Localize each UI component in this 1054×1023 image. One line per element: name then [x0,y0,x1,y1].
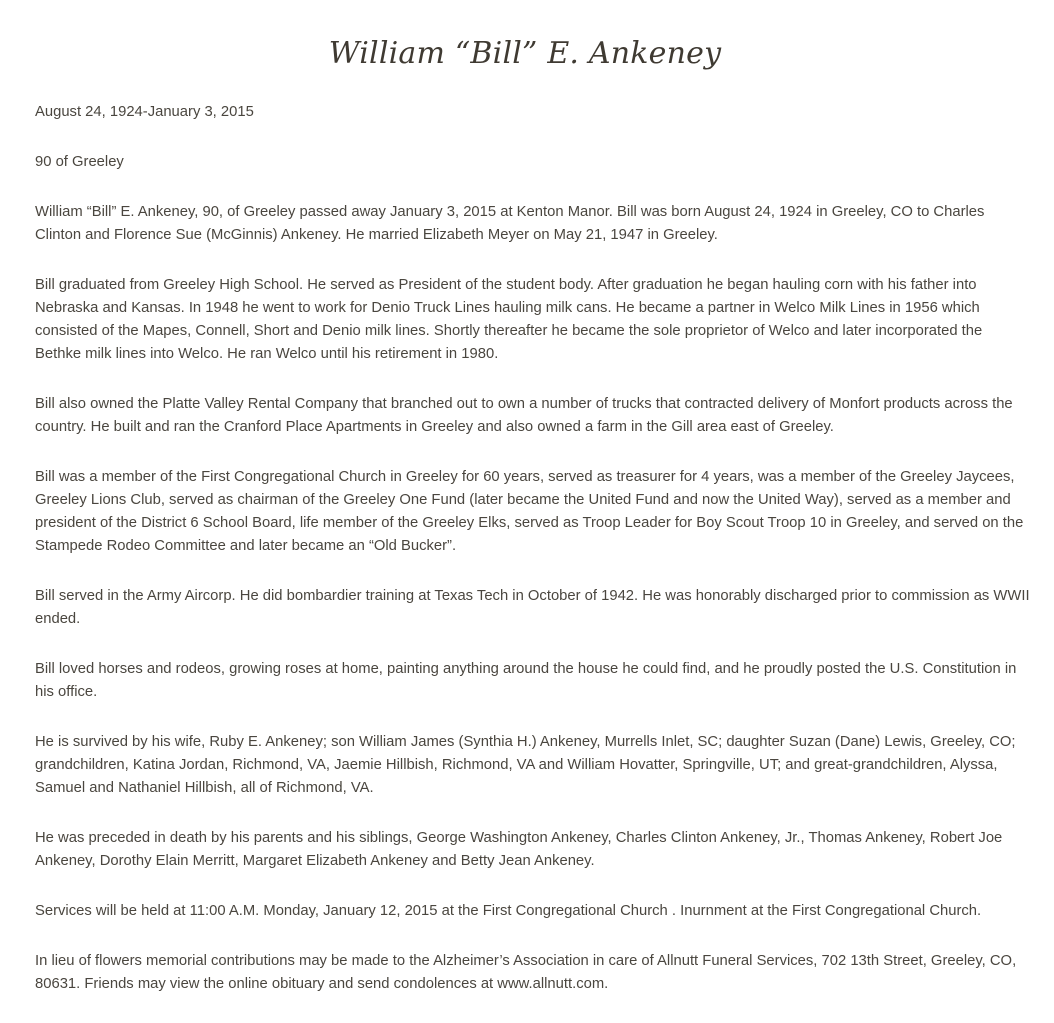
paragraph-memorials: In lieu of flowers memorial contributions may be made to the Alzheimer’s Association in care of Allnutt Funeral Services, 702 13th Street, Greeley, CO, 80631. Friends may view the online obituary and send condolences at www.allnutt.com. [35,953,1017,992]
paragraph-services: Services will be held at 11:00 A.M. Monday, January 12, 2015 at the First Congregational Church . Inurnment at the First Congregational Church. [35,903,982,919]
paragraph-intro: William “Bill” E. Ankeney, 90, of Greeley passed away January 3, 2015 at Kenton Manor. Bill was born August 24, 1924 in Greeley, CO to Charles Clinton and Florence Sue (McGinnis) Ankeney. He married Elizabeth Meyer on May 21, 1947 in Greeley. [35,204,985,243]
paragraph-survivors: He is survived by his wife, Ruby E. Ankeney; son William James (Synthia H.) Ankeney, Murrells Inlet, SC; daughter Suzan (Dane) Lewis, Greeley, CO; grandchildren, Katina Jordan, Richmond, VA, Jaemie Hillbish, Richmond, VA and William Hovatter, Springville, UT; and great-grandchildren, Alyssa, Samuel and Nathaniel Hillbish, all of Richmond, VA. [35,734,1016,796]
paragraph-business: Bill also owned the Platte Valley Rental Company that branched out to own a number of trucks that contracted delivery of Monfort products across the country. He built and ran the Cranford Place Apartments in Greeley and also owned a farm in the Gill area east of Greeley. [35,396,1013,435]
paragraph-hobbies: Bill loved horses and rodeos, growing roses at home, painting anything around the house he could find, and he proudly posted the U.S. Constitution in his office. [35,661,1017,700]
paragraph-career: Bill graduated from Greeley High School. He served as President of the student body. After graduation he began hauling corn with his father into Nebraska and Kansas. In 1948 he went to work for Denio Truck Lines hauling milk cans. He became a partner in Welco Milk Lines in 1956 which consisted of the Mapes, Connell, Short and Denio milk lines. Shortly thereafter he became the sole proprietor of Welco and later incorporated the Bethke milk lines into Welco. He ran Welco until his retirement in 1980. [35,277,983,362]
age-location: 90 of Greeley [35,154,124,170]
life-dates: August 24, 1924-January 3, 2015 [35,104,254,120]
obituary-body [35,101,1030,1023]
paragraph-community: Bill was a member of the First Congregational Church in Greeley for 60 years, served as treasurer for 4 years, was a member of the Greeley Jaycees, Greeley Lions Club, served as chairman of the Greeley One Fund (later became the United Fund and now the United Way), served as a member and president of the District 6 School Board, life member of the Greeley Elks, served as Troop Leader for Boy Scout Troop 10 in Greeley, and served on the Stampede Rodeo Committee and later became an “Old Bucker”. [35,469,1024,554]
page-title: William “Bill” E. Ankeney [328,36,722,71]
paragraph-preceded: He was preceded in death by his parents and his siblings, George Washington Ankeney, Charles Clinton Ankeney, Jr., Thomas Ankeney, Robert Joe Ankeney, Dorothy Elain Merritt, Margaret Elizabeth Ankeney and Betty Jean Ankeney. [35,830,1003,869]
obituary-page [35,0,1035,992]
paragraph-military: Bill served in the Army Aircorp. He did bombardier training at Texas Tech in October of 1942. He was honorably discharged prior to commission as WWII ended. [35,588,1030,627]
